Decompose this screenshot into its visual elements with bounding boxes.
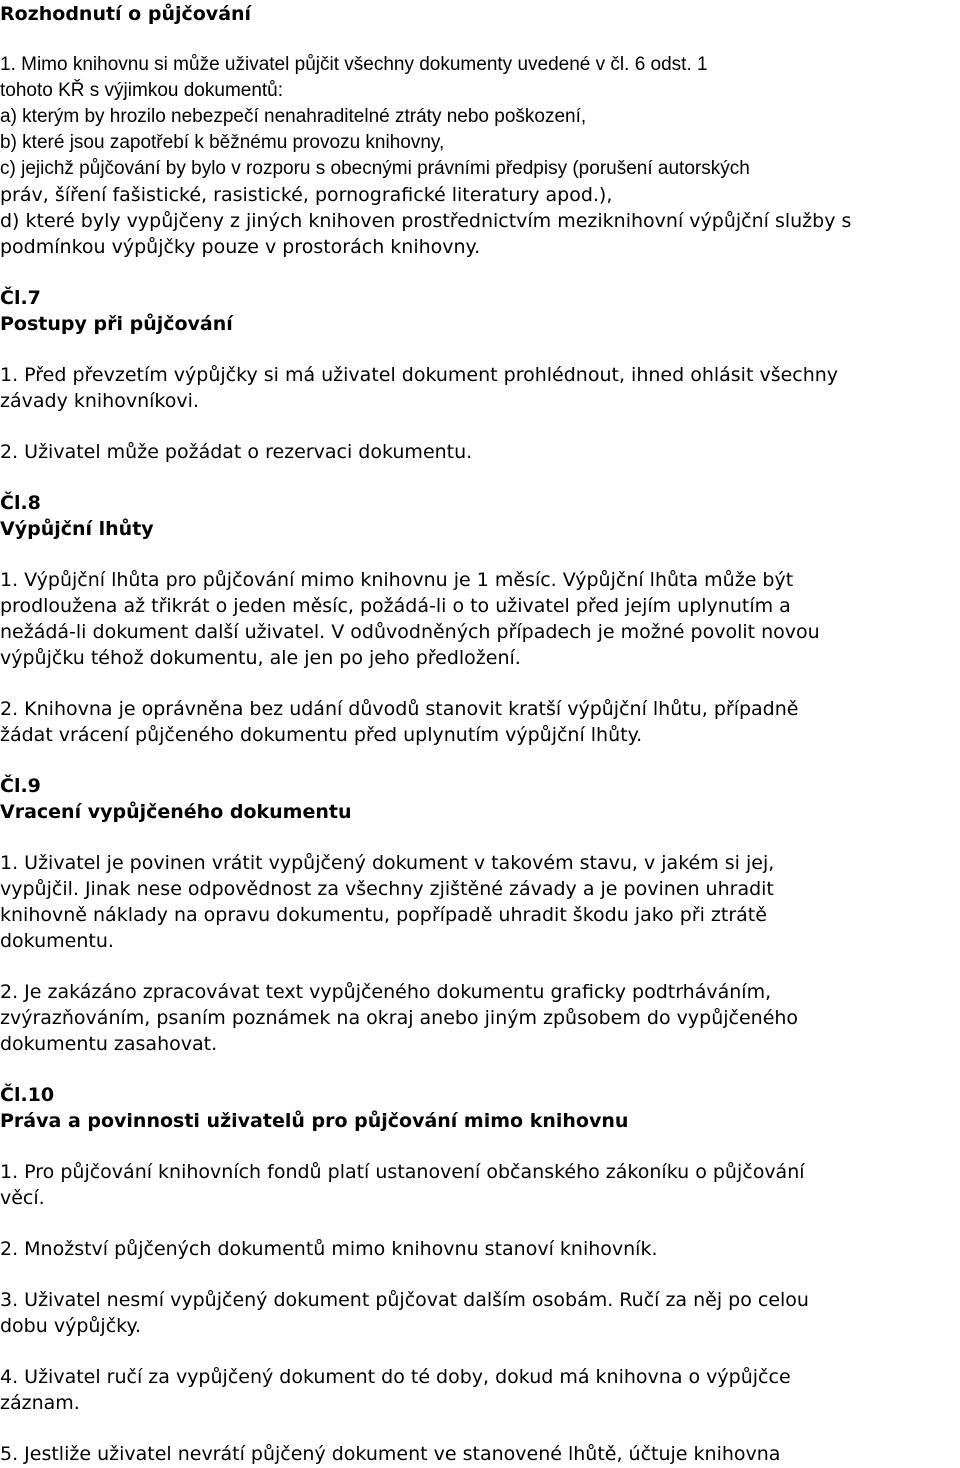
intro-list-item-a: a) kterým by hrozilo nebezpečí nenahraditelné ztráty nebo poškození,	[0, 106, 587, 127]
article-10-heading: Práva a povinnosti uživatelů pro půjčování mimo knihovnu	[0, 1110, 629, 1132]
article-8-paragraph-1: 1. Výpůjční lhůta pro půjčování mimo knihovnu je 1 měsíc. Výpůjční lhůta může být	[0, 569, 794, 591]
article-9-heading: Vracení vypůjčeného dokumentu	[0, 801, 352, 823]
article-7-paragraph-1: 1. Před převzetím výpůjčky si má uživatel dokument prohlédnout, ihned ohlásit všechny	[0, 364, 839, 386]
article-8-heading: Výpůjční lhůty	[0, 518, 154, 540]
intro-list-item-c-cont: práv, šíření fašistické, rasistické, pornografické literatury apod.),	[0, 184, 613, 206]
article-7-number: Čl.7	[0, 287, 41, 309]
intro-list-item-b: b) které jsou zapotřebí k běžnému provozu knihovny,	[0, 132, 445, 153]
article-9-paragraph-1-cont: knihovně náklady na opravu dokumentu, popřípadě uhradit škodu jako při ztrátě	[0, 904, 767, 926]
article-7-paragraph-2: 2. Uživatel může požádat o rezervaci dokumentu.	[0, 441, 473, 463]
article-9-paragraph-1-cont: vypůjčil. Jinak nese odpovědnost za všechny zjištěné závady a je povinen uhradit	[0, 878, 774, 900]
article-9-paragraph-2-cont: zvýrazňováním, psaním poznámek na okraj anebo jiným způsobem do vypůjčeného	[0, 1007, 799, 1029]
article-9-number: Čl.9	[0, 775, 41, 797]
article-8-paragraph-1-cont: prodloužena až třikrát o jeden měsíc, požádá-li o to uživatel před jejím uplynutím a	[0, 595, 791, 617]
article-10-paragraph-5: 5. Jestliže uživatel nevrátí půjčený dokument ve stanovené lhůtě, účtuje knihovna	[0, 1443, 781, 1465]
article-7-heading: Postupy při půjčování	[0, 313, 233, 335]
article-10-paragraph-1-cont: věcí.	[0, 1187, 45, 1209]
article-10-paragraph-2: 2. Množství půjčených dokumentů mimo knihovnu stanoví knihovník.	[0, 1238, 658, 1260]
article-8-paragraph-2-cont: žádat vrácení půjčeného dokumentu před uplynutím výpůjční lhůty.	[0, 724, 643, 746]
intro-paragraph-line: tohoto KŘ s výjimkou dokumentů:	[0, 80, 284, 101]
intro-list-item-d-cont: podmínkou výpůjčky pouze v prostorách knihovny.	[0, 236, 481, 258]
article-9-paragraph-2: 2. Je zakázáno zpracovávat text vypůjčeného dokumentu graficky podtrháváním,	[0, 981, 772, 1003]
article-10-number: Čl.10	[0, 1084, 55, 1106]
article-10-paragraph-4-cont: záznam.	[0, 1392, 80, 1414]
intro-paragraph-line: 1. Mimo knihovnu si může uživatel půjčit všechny dokumenty uvedené v čl. 6 odst. 1	[0, 54, 708, 75]
article-8-paragraph-1-cont: nežádá-li dokument další uživatel. V odůvodněných případech je možné povolit novou	[0, 621, 820, 643]
article-8-number: Čl.8	[0, 492, 41, 514]
article-10-paragraph-3-cont: dobu výpůjčky.	[0, 1315, 142, 1337]
article-10-paragraph-4: 4. Uživatel ručí za vypůjčený dokument do té doby, dokud má knihovna o výpůjčce	[0, 1366, 791, 1388]
document-title: Rozhodnutí o půjčování	[0, 3, 252, 25]
article-7-paragraph-1-cont: závady knihovníkovi.	[0, 390, 199, 412]
article-9-paragraph-2-cont: dokumentu zasahovat.	[0, 1033, 218, 1055]
article-8-paragraph-2: 2. Knihovna je oprávněna bez udání důvodů stanovit kratší výpůjční lhůtu, případně	[0, 698, 799, 720]
article-8-paragraph-1-cont: výpůjčku téhož dokumentu, ale jen po jeho předložení.	[0, 647, 521, 669]
intro-list-item-c: c) jejichž půjčování by bylo v rozporu s obecnými právními předpisy (porušení autorských	[0, 158, 750, 179]
article-9-paragraph-1: 1. Uživatel je povinen vrátit vypůjčený dokument v takovém stavu, v jakém si jej,	[0, 852, 775, 874]
article-10-paragraph-1: 1. Pro půjčování knihovních fondů platí ustanovení občanského zákoníku o půjčování	[0, 1161, 805, 1183]
article-10-paragraph-3: 3. Uživatel nesmí vypůjčený dokument půjčovat dalším osobám. Ručí za něj po celou	[0, 1289, 809, 1311]
intro-list-item-d: d) které byly vypůjčeny z jiných knihoven prostřednictvím meziknihovní výpůjční služby s	[0, 210, 852, 232]
article-9-paragraph-1-cont: dokumentu.	[0, 930, 114, 952]
